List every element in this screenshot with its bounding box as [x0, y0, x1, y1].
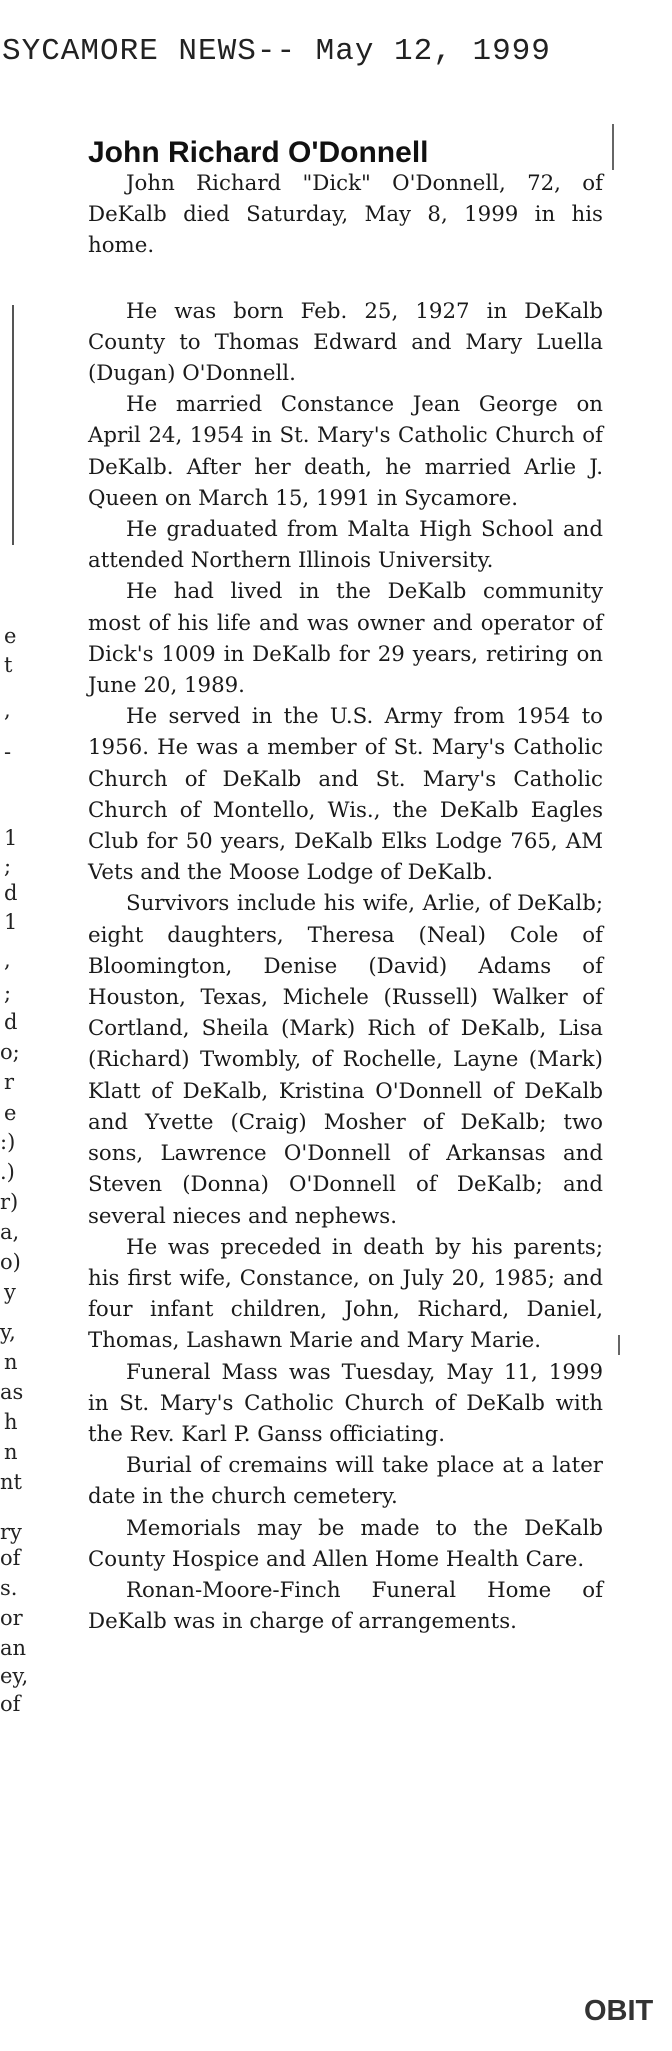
left-column-fragment: e	[4, 1101, 17, 1125]
left-column-fragment: or	[0, 1606, 23, 1630]
left-column-fragment: ey,	[0, 1664, 29, 1688]
left-column-fragment: ;	[4, 981, 12, 1005]
left-column-fragment: ,	[4, 948, 11, 972]
left-column-fragment: a,	[0, 1220, 20, 1244]
left-column-fragment: s.	[0, 1576, 18, 1600]
paragraph-funeral: Funeral Mass was Tuesday, May 11, 1999 in St. Mary's Catholic Church of DeKalb with the Rev. Karl P. Ganss officiating.	[88, 1359, 603, 1447]
paragraph-career: He had lived in the DeKalb community most of his life and was owner and operator of Dick's 1009 in DeKalb for 29 years, retiring on June 20, 1989.	[88, 579, 603, 699]
left-column-fragment: 1	[4, 910, 18, 934]
left-column-fragment: of	[0, 1692, 21, 1716]
paragraph-education: He graduated from Malta High School and attended Northern Illinois University.	[88, 517, 603, 574]
left-column-fragment: 1	[4, 826, 18, 850]
left-column-fragment: h	[4, 1410, 18, 1434]
left-column-fragment: o)	[0, 1250, 21, 1274]
newspaper-header: SYCAMORE NEWS-- May 12, 1999	[2, 34, 551, 69]
left-column-fragment: n	[4, 1440, 18, 1464]
obit-stamp: OBIT	[584, 1995, 654, 2027]
left-column-fragment: :)	[0, 1130, 16, 1154]
left-column-fragment: n	[4, 1350, 18, 1374]
paragraph-service: He served in the U.S. Army from 1954 to 1956. He was a member of St. Mary's Catholic Church of DeKalb and St. Mary's Catholic Church of Montello, Wis., the DeKalb Eagles Club for 50 years, DeKalb Elks Lodge 765, AM Vets and the Moose Lodge of DeKalb.	[88, 704, 603, 886]
left-column-fragment: .)	[0, 1160, 15, 1184]
obituary-article	[88, 138, 603, 1637]
right-margin-mark	[618, 1335, 620, 1355]
paragraph-burial: Burial of cremains will take place at a later date in the church cemetery.	[88, 1453, 603, 1510]
left-column-fragment: ;	[4, 854, 12, 878]
paragraph-survivors: Survivors include his wife, Arlie, of DeKalb; eight daughters, Theresa (Neal) Cole of Bloomington, Denise (David) Adams of Houston, Texas, Michele (Russell) Walker of Cortland, Sheila (Mark) Rich of DeKalb, Lisa (Richard) Twombly, of Rochelle, Layne (Mark) Klatt of DeKalb, Kristina O'Donnell of DeKalb and Yvette (Craig) Mosher of DeKalb; two sons, Lawrence O'Donnell of Arkansas and Steven (Donna) O'Donnell of DeKalb; and several nieces and nephews.	[88, 891, 603, 1229]
left-column-fragment: an	[0, 1636, 27, 1660]
left-column-fragment: y,	[0, 1320, 16, 1344]
paragraph-funeral-home: Ronan-Moore-Finch Funeral Home of DeKalb was in charge of arrangements.	[88, 1577, 603, 1635]
paragraph-lead: John Richard "Dick" O'Donnell, 72, of DeKalb died Saturday, May 8, 1999 in his home.	[88, 171, 603, 259]
left-column-fragment: t	[4, 653, 13, 677]
paragraph-preceded: He was preceded in death by his parents; his first wife, Constance, on July 20, 1985; and four infant children, John, Richard, Daniel, Thomas, Lashawn Marie and Mary Marie.	[88, 1234, 603, 1354]
left-column-fragment: ,	[4, 698, 11, 722]
left-column-fragment: e	[4, 624, 17, 648]
paragraph-birth: He was born Feb. 25, 1927 in DeKalb County to Thomas Edward and Mary Luella (Dugan) O'Donnell.	[88, 298, 603, 387]
left-column-fragment: y	[4, 1280, 16, 1304]
paragraph-memorials: Memorials may be made to the DeKalb County Hospice and Allen Home Health Care.	[88, 1515, 603, 1572]
left-column-fragment: r)	[0, 1190, 19, 1214]
left-column-fragment: as	[0, 1380, 24, 1404]
right-margin-mark	[612, 124, 614, 170]
left-column-fragment: -	[4, 740, 12, 764]
paragraph-marriage: He married Constance Jean George on April 24, 1954 in St. Mary's Catholic Church of DeKalb. After her death, he married Arlie J. Queen on March 15, 1991 in Sycamore.	[88, 392, 603, 511]
left-column-fragment: d	[4, 881, 18, 905]
left-column-fragment: of	[0, 1546, 21, 1570]
left-column-fragment: ry	[0, 1520, 22, 1544]
obituary-title: John Richard O'Donnell	[88, 136, 429, 169]
left-column-fragment: d	[4, 1010, 18, 1034]
left-column-fragment: nt	[0, 1470, 22, 1494]
left-column-rule	[12, 305, 14, 545]
left-column-fragment: r	[4, 1070, 15, 1094]
left-column-fragment: o;	[0, 1040, 20, 1064]
